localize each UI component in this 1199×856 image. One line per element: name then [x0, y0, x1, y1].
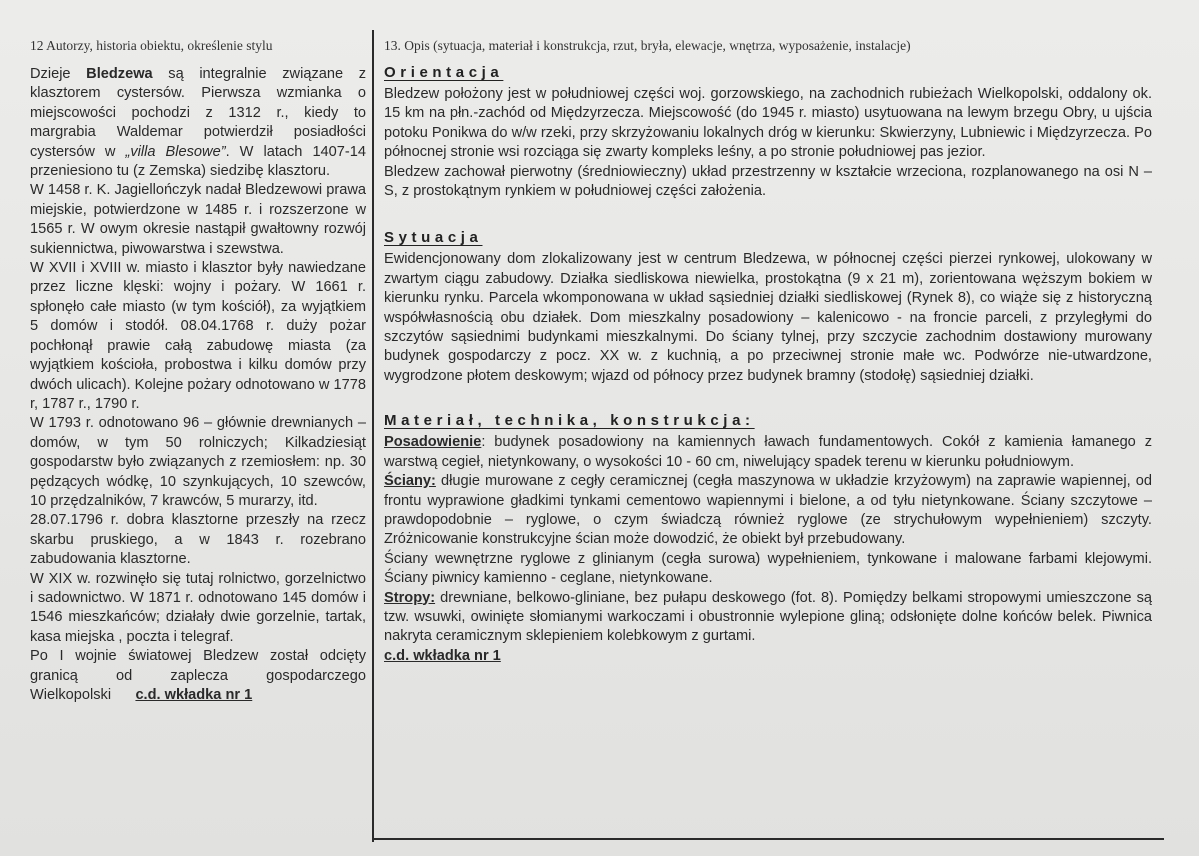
section-title-material: Materiał, technika, konstrukcja: [384, 412, 755, 430]
history-paragraph-1: Dzieje Bledzewa są integralnie związane z klasztorem cystersów. Pierwsza wzmianka o miejscowości pochodzi z 1312 r., kiedy to margrabia Waldemar potwierdził posiadłości cystersów w „villa Blesowe”. W latach 1407-14 przeniesiono tu (z Zemska) siedzibę klasztoru. [30, 66, 367, 180]
stropy-paragraph: Stropy: drewniane, belkowo-gliniane, bez pułapu deskowego (fot. 8). Pomiędzy belkami stropowymi umieszczone są tzw. wsuwki, owinięte słomianymi warkoczami i obustronnie wylepione gliną; odsłonięte dolne końców belek. Piwnica nakryta ceramicznym sklepieniem kolebkowym z gurtami. [384, 589, 1152, 645]
bottom-rule [374, 838, 1164, 840]
orientacja-paragraph-2: Bledzew zachował pierwotny (średniowieczny) układ przestrzenny w kształcie wrzeciona, rozplanowanego na osi N – S, z prostokątnym rynkiem w południowej części założenia. [384, 163, 1152, 200]
section-title-sytuacja: Sytuacja [384, 229, 483, 247]
sytuacja-paragraph: Ewidencjonowany dom zlokalizowany jest w centrum Bledzewa, w północnej części pierzei rynkowej, ulokowany w zwartym ciągu zabudowy. Działka siedliskowa niewielka, prostokątna (9 x 21 m), zorientowana węższym bokiem w kierunku rynku. Parcela wkomponowana w układ sąsiedniej działki siedliskowej (Rynek 8), co wiąże się z historyczną współwłasnością obu działek. Dom mieszkalny posadowiony – kalenicowo - na froncie parceli, z przyległymi do szczytów sąsiednimi budynkami mieszkalnymi. Do ściany tylnej, przy szczycie zachodnim dostawiony murowany budynek gospodarczy z pocz. XX w. z kuchnią, a po przeciwnej stronie małe wc. Podwórze nie-utwardzone, wygrodzone płotem deskowym; wjazd od północy przez budynek bramny (stodołę) sąsiedniej działki. [384, 251, 1152, 384]
history-paragraph-3: W XVII i XVIII w. miasto i klasztor były nawiedzane przez liczne klęski: wojny i pożary. W 1661 r. spłonęło całe miasto (w tym kościół), za wyjątkiem 5 domów i stodół. 08.04.1768 r. duży pożar pochłonął prawie całą zabudowę miasta (za wyjątkiem kościoła, probostwa i kilku domów przy dwóch ulicach). Kolejne pożary odnotowano w 1778 r, 1787 r., 1790 r. [30, 260, 366, 412]
column-divider [372, 30, 374, 842]
history-paragraph-7: Po I wojnie światowej Bledzew został odcięty granicą od zaplecza gospodarczego Wielkopolski c.d. wkładka nr 1 [30, 648, 366, 703]
stropy-label: Stropy: [384, 589, 436, 606]
history-paragraph-4: W 1793 r. odnotowano 96 – głównie drewnianych – domów, w tym 50 rolniczych; Kilkadziesiąt gospodarstw było związanych z rzemiosłem: np. 30 pędzących wódkę, 10 szynkujących, 10 szewców, 10 przędzalników, 7 krawców, 5 murarzy, itd. [30, 415, 366, 509]
left-column-header: 12 Autorzy, historia obiektu, określenie stylu [30, 38, 273, 53]
right-column [384, 38, 1152, 666]
latin-name: „villa Blesowe” [125, 143, 226, 160]
history-paragraph-6: W XIX w. rozwinęło się tutaj rolnictwo, gorzelnictwo i sadownictwo. W 1871 r. odnotowano 145 domów i 1546 mieszkańców; działały dwie gorzelnie, tartak, kasa miejska , poczta i telegraf. [30, 570, 366, 645]
posadowienie-label: Posadowienie [384, 434, 482, 451]
history-paragraph-5: 28.07.1796 r. dobra klasztorne przeszły na rzecz skarbu pruskiego, a w 1843 r. rozebrano zabudowania klasztorne. [30, 512, 366, 568]
sciany-paragraph: Ściany: długie murowane z cegły ceramicznej (cegła maszynowa w układzie krzyżowym) na zaprawie wapiennej, od frontu wyprawione gładkimi tynkami cementowo wapiennymi i bielone, a od tyłu nietynkowane. Ściany szczytowe – prawdopodobnie – ryglowe, o czym świadczą również ryglowe (ze strychułowym wypełnieniem) szczyty. Zróżnicowanie konstrukcyjne ścian może dowodzić, że obiekt był przebudowany. [384, 473, 1152, 548]
history-paragraph-2: W 1458 r. K. Jagiellończyk nadał Bledzewowi prawa miejskie, potwierdzone w 1485 r. i rozszerzone w 1565 r. W owym okresie nastąpił gwałtowny rozwój sukiennictwa, piwowarstwa i szewstwa. [30, 182, 366, 257]
continued-note: c.d. wkładka nr 1 [135, 687, 253, 703]
town-name: Bledzewa [86, 66, 153, 82]
left-column [30, 38, 366, 705]
right-column-header: 13. Opis (sytuacja, materiał i konstrukcja, rzut, bryła, elewacje, wnętrza, wyposażenie, instalacje) [384, 38, 911, 53]
orientacja-paragraph-1: Bledzew położony jest w południowej części woj. gorzowskiego, na zachodnich rubieżach Wielkopolski, oddalony ok. 15 km na płn.-zachód od Międzyrzecza. Miejscowość (do 1945 r. miasto) usytuowana na lewym brzegu Obry, u ujścia potoku Ponikwa do w/w rzeki, przy skrzyżowaniu lokalnych dróg w kierunku: Skwierzyny, Lubniewic i Międzyrzecza. Po północnej stronie wsi rozciąga się zwarty kompleks leśny, a po stronie południowej pas jezior. [384, 86, 1152, 161]
section-title-orientacja: Orientacja [384, 64, 504, 81]
sciany-wewnetrzne-paragraph: Ściany wewnętrzne ryglowe z glinianym (cegła surowa) wypełnieniem, tynkowane i malowane farbami klejowymi. Ściany piwnicy kamienno - ceglane, nietynkowane. [384, 550, 1152, 587]
sciany-label: Ściany: [384, 473, 436, 490]
right-continued-line [384, 647, 1152, 666]
continued-note: c.d. wkładka nr 1 [384, 647, 501, 664]
posadowienie-paragraph: Posadowienie: budynek posadowiony na kamiennych ławach fundamentowych. Cokół z kamienia łamanego z warstwą cegieł, nietynkowany, o wysokości 10 - 60 cm, niwelujący spadek terenu w kierunku południowym. [384, 434, 1152, 470]
